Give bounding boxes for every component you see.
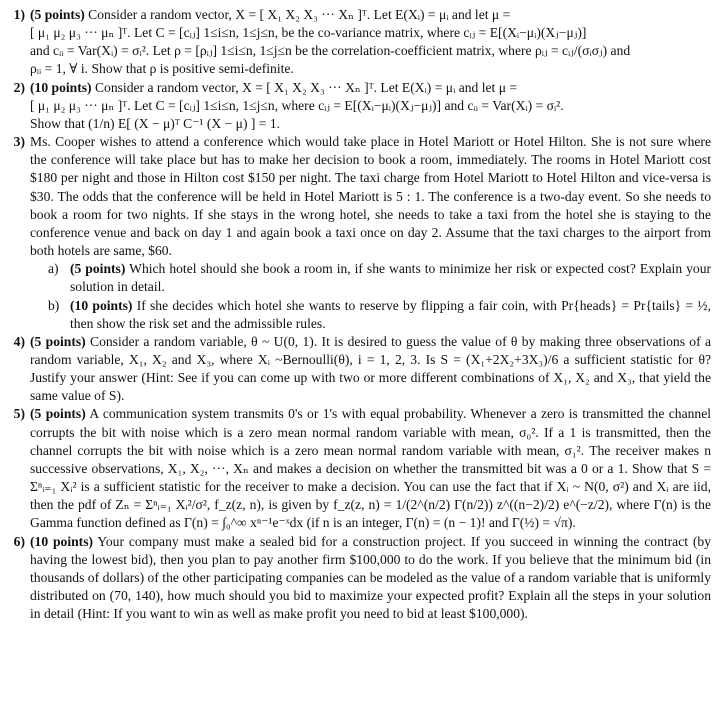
points-label: (5 points)	[30, 406, 86, 422]
points-label: (5 points)	[30, 7, 85, 22]
problem-text: Consider a random variable, θ ~ U(0, 1). It is desired to guess the value of θ by making three observations of a random variable, X₁, X₂ and X₃, where Xᵢ ~Bernoulli(θ), i = 1, 2, 3. Is S = (X₁+2X₂+3X₃)/6 a sufficient statistic for θ? Justify your answer (Hint: See if you can come up with two or more different combinations of X₁, X₂ and X₃, that yield the same value of S).	[30, 333, 711, 404]
problem-line: ρᵢᵢ = 1, ∀ i. Show that ρ is positive semi-definite.	[30, 61, 294, 77]
problem-6	[6, 533, 711, 624]
problem-line: and cᵢᵢ = Var(Xᵢ) = σᵢ². Let ρ = [ρᵢⱼ] 1≤i≤n, 1≤j≤n be the correlation-coefficient matrix, where ρᵢⱼ = cᵢⱼ/(σᵢσⱼ) and	[30, 43, 631, 59]
problem-5	[6, 405, 711, 532]
problem-text: Ms. Cooper wishes to attend a conference which would take place in Hotel Mariott or Hotel Hilton. She is not sure where the conference will take place but has to make her decision to book a room, immediately. The rooms in Hotel Mariott cost $180 per night and those in Hilton cost $150 per night. The taxi charge from Hotel Mariott to Hotel Hilton and vice-versa is $30. The odds that the conference will be held in Hotel Mariott is 5 : 1. The conference is a two-day event. So she needs to book a room for two nights. If she stays in the wrong hotel, she needs to take a taxi from the hotel she is staying to the conference venue and back on day 1 and again book a taxi once on day 2. Assume that the taxi charges to the airport from both hotels are same, $60.	[30, 134, 711, 259]
points-label: (10 points)	[30, 533, 94, 549]
problem-2	[6, 79, 711, 133]
problem-number: 1)	[13, 7, 25, 22]
problem-3-part-b	[48, 297, 711, 333]
problem-line: [ μ₁ μ₂ μ₃ ··· μₙ ]ᵀ. Let C = [cᵢⱼ] 1≤i≤n, 1≤j≤n, where cᵢⱼ = E[(Xᵢ−μᵢ)(Xⱼ−μⱼ)] and cᵢᵢ = Var(Xᵢ) = σᵢ².	[30, 97, 564, 113]
problem-text: Your company must make a sealed bid for a construction project. If you succeed in winning the contract (by having the lowest bid), then you plan to pay another firm $100,000 to do the work. If you believe that the minimum bid (in thousands of dollars) of the other participating companies can be modeled as the value of a random variable that is uniformly distributed on (70, 140), how much should you bid to maximize your expected profit? Explain all the steps in your solution in detail (Hint: If you want to win as well as make profit you need to bid at least $100,000).	[30, 533, 711, 622]
problem-number: 5)	[13, 406, 25, 422]
points-label: (10 points)	[30, 79, 92, 95]
problem-number: 3)	[13, 134, 25, 150]
problem-1	[6, 6, 711, 79]
points-label: (5 points)	[70, 261, 126, 277]
points-label: (5 points)	[30, 333, 86, 349]
problem-3-part-a	[48, 260, 711, 296]
part-text: If she decides which hotel she wants to reserve by flipping a fair coin, with Pr{heads} = Pr{tails} = ½, then show the risk set and the admissible rules.	[70, 297, 711, 331]
problem-3	[6, 133, 711, 260]
part-label: a)	[48, 261, 59, 277]
problem-text: A communication system transmits 0's or 1's with equal probability. Whenever a zero is transmitted the channel corrupts the bit with noise which is a zero mean normal random variable with mean, σ₀². If a 1 is transmitted, then the channel corrupts the bit with noise which is a zero mean normal random variable with mean, σ₁². The receiver makes n successive observations, X₁, X₂, ···, Xₙ and makes a decision on whether the transmitted bit was a 0 or a 1. Show that S = Σⁿᵢ₌₁ Xᵢ² is a sufficient statistic for the receiver to make a decision. You can use the fact that if Xᵢ ~ N(0, σ²) and Xᵢ are iid, then the pdf of Zₙ = Σⁿᵢ₌₁ Xᵢ²/σ², f_z(z, n), is given by f_z(z, n) = 1/(2^(n/2) Γ(n/2)) z^((n−2)/2) e^(−z/2), where Γ(n) is the Gamma function defined as Γ(n) = ∫₀^∞ xⁿ⁻¹e⁻ˣdx (if n is an integer, Γ(n) = (n − 1)! and Γ(½) = √π).	[30, 406, 712, 531]
problem-line: [ μ₁ μ₂ μ₃ ··· μₙ ]ᵀ. Let C = [cᵢⱼ] 1≤i≤n, 1≤j≤n, be the co-variance matrix, where cᵢⱼ = E[(Xᵢ−μᵢ)(Xⱼ−μⱼ)]	[30, 25, 587, 41]
problem-number: 2)	[13, 79, 25, 95]
problem-4	[6, 333, 711, 406]
part-label: b)	[48, 297, 60, 313]
problem-line: (10 points) Consider a random vector, X = [ X₁ X₂ X₃ ··· Xₙ ]ᵀ. Let E(Xᵢ) = μᵢ and let μ =	[30, 79, 518, 95]
points-label: (10 points)	[70, 297, 133, 313]
part-text: Which hotel should she book a room in, if she wants to minimize her risk or expected cost? Explain your solution in detail.	[70, 261, 712, 295]
problem-number: 4)	[13, 333, 25, 349]
problem-line: (5 points) Consider a random vector, X = [ X₁ X₂ X₃ ··· Xₙ ]ᵀ. Let E(Xᵢ) = μᵢ and let μ =	[30, 7, 511, 22]
problem-number: 6)	[13, 533, 25, 549]
problem-line: Show that (1/n) E[ (X − μ)ᵀ C⁻¹ (X − μ) ] = 1.	[30, 115, 281, 131]
